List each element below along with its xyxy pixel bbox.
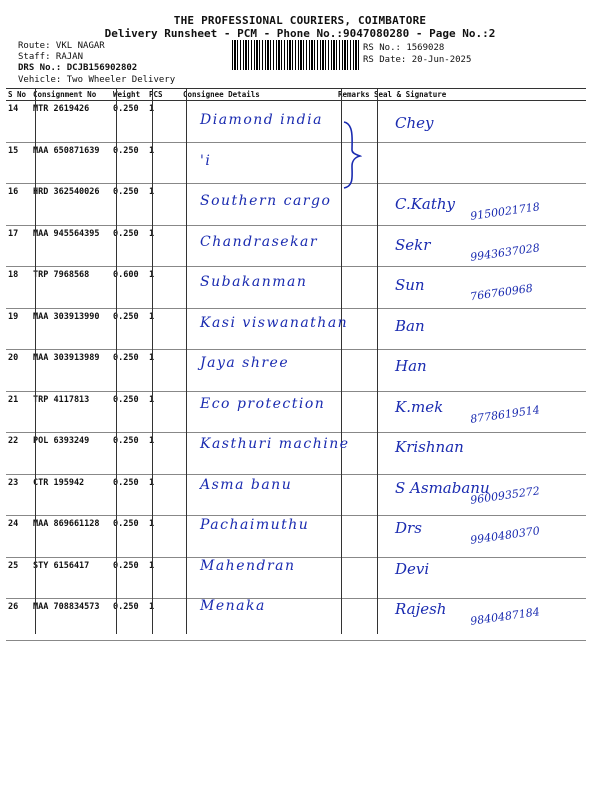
runsheet-table (6, 88, 586, 641)
consignment-cell: TRP 7968568 (31, 267, 111, 309)
signature-handwriting: Ban (395, 316, 425, 335)
table-row (6, 142, 586, 184)
pcs-cell: 1 (147, 101, 181, 143)
signature-phone: 9940480370 (469, 524, 541, 547)
rs-date: RS Date: 20-Jun-2025 (363, 55, 472, 65)
table-row (6, 350, 586, 392)
pcs-cell: 1 (147, 142, 181, 184)
signature-handwriting: C.Kathy (395, 195, 456, 213)
consignment-cell: MAA 869661128 (31, 516, 111, 558)
consignee-handwriting: Menaka (200, 598, 266, 614)
consignee-handwriting: 'i (200, 152, 212, 169)
col-weight: Weight (111, 89, 147, 101)
sno-cell: 23 (6, 474, 31, 516)
consignment-cell: MTR 2619426 (31, 101, 111, 143)
signature-phone: 766760968 (469, 281, 534, 304)
runsheet-subtitle: Delivery Runsheet - PCM - Phone No.:9047080280 - Page No.:2 (104, 27, 496, 40)
sno-cell: 26 (6, 599, 31, 641)
weight-cell: 0.250 (111, 557, 147, 599)
signature-handwriting: Rajesh (395, 600, 447, 618)
signature-phone: 8778619514 (469, 402, 541, 426)
signature-handwriting: Sekr (395, 235, 431, 254)
vehicle-label: Vehicle: Two Wheeler Delivery (18, 75, 176, 85)
consignee-handwriting: Eco protection (200, 395, 326, 412)
rs-number: RS No.: 1569028 (363, 43, 445, 53)
weight-cell: 0.600 (111, 267, 147, 309)
brace-mark (340, 120, 362, 190)
consignee-handwriting: Kasthuri machine (200, 436, 350, 452)
pcs-cell: 1 (147, 557, 181, 599)
consignment-cell: HRD 362540026 (31, 184, 111, 226)
signature-handwriting: S Asmabanu (395, 478, 490, 497)
consignee-handwriting: Subakanman (200, 274, 308, 290)
consignee-handwriting: Asma banu (200, 476, 293, 493)
signature-handwriting: Drs (395, 519, 422, 537)
consignment-cell: MAA 945564395 (31, 225, 111, 267)
table-header-row (6, 89, 586, 101)
signature-handwriting: Chey (395, 114, 434, 132)
sno-cell: 22 (6, 433, 31, 475)
consignee-handwriting: Pachaimuthu (200, 517, 310, 533)
signature-phone: 9943637028 (469, 240, 541, 264)
col-sno: S No (6, 89, 31, 101)
pcs-cell: 1 (147, 184, 181, 226)
col-consignment: Consignment No (31, 89, 111, 101)
weight-cell: 0.250 (111, 433, 147, 475)
sno-cell: 20 (6, 350, 31, 392)
route-label: Route: VKL NAGAR (18, 41, 105, 51)
pcs-cell: 1 (147, 433, 181, 475)
pcs-cell: 1 (147, 516, 181, 558)
signature-handwriting: Devi (395, 559, 430, 578)
weight-cell: 0.250 (111, 184, 147, 226)
barcode (232, 40, 360, 70)
col-pcs: PCS (147, 89, 181, 101)
weight-cell: 0.250 (111, 516, 147, 558)
sno-cell: 15 (6, 142, 31, 184)
signature-phone: 9600935272 (469, 483, 541, 507)
consignment-cell: MAA 650871639 (31, 142, 111, 184)
consignee-handwriting: Jaya shree (200, 355, 290, 371)
pcs-cell: 1 (147, 391, 181, 433)
sno-cell: 16 (6, 184, 31, 226)
table-row (6, 557, 586, 599)
signature-handwriting: Han (395, 357, 427, 375)
sno-cell: 14 (6, 101, 31, 143)
consignment-cell: CTR 195942 (31, 474, 111, 516)
signature-handwriting: Sun (395, 276, 425, 294)
consignment-cell: MAA 708834573 (31, 599, 111, 641)
col-signature: Seal & Signature (372, 89, 586, 101)
pcs-cell: 1 (147, 308, 181, 350)
consignment-cell: MAA 303913990 (31, 308, 111, 350)
consignee-handwriting: Chandrasekar (200, 233, 319, 250)
weight-cell: 0.250 (111, 225, 147, 267)
signature-phone: 9150021718 (469, 200, 541, 223)
company-title: THE PROFESSIONAL COURIERS, COIMBATORE (173, 14, 427, 27)
pcs-cell: 1 (147, 474, 181, 516)
weight-cell: 0.250 (111, 308, 147, 350)
drs-number: DRS No.: DCJB156902802 (18, 63, 138, 73)
sno-cell: 19 (6, 308, 31, 350)
weight-cell: 0.250 (111, 391, 147, 433)
weight-cell: 0.250 (111, 474, 147, 516)
signature-cell (372, 142, 586, 184)
pcs-cell: 1 (147, 267, 181, 309)
signature-handwriting: Krishnan (395, 438, 464, 456)
staff-label: Staff: RAJAN (18, 52, 84, 62)
col-consignee: Consignee Details (181, 89, 336, 101)
consignment-cell: POL 6393249 (31, 433, 111, 475)
consignee-handwriting: Southern cargo (200, 193, 332, 209)
sno-cell: 25 (6, 557, 31, 599)
consignment-cell: TRP 4117813 (31, 391, 111, 433)
sno-cell: 24 (6, 516, 31, 558)
sno-cell: 18 (6, 267, 31, 309)
pcs-cell: 1 (147, 225, 181, 267)
col-remarks: Remarks (336, 89, 372, 101)
consignee-handwriting: Diamond india (200, 112, 323, 128)
consignment-cell: STY 6156417 (31, 557, 111, 599)
consignee-handwriting: Mahendran (200, 557, 296, 574)
signature-handwriting: K.mek (395, 397, 444, 416)
sno-cell: 21 (6, 391, 31, 433)
pcs-cell: 1 (147, 350, 181, 392)
sno-cell: 17 (6, 225, 31, 267)
weight-cell: 0.250 (111, 350, 147, 392)
weight-cell: 0.250 (111, 599, 147, 641)
weight-cell: 0.250 (111, 142, 147, 184)
weight-cell: 0.250 (111, 101, 147, 143)
pcs-cell: 1 (147, 599, 181, 641)
consignment-cell: MAA 303913989 (31, 350, 111, 392)
consignee-handwriting: Kasi viswanathan (200, 314, 349, 331)
signature-phone: 9840487184 (469, 605, 541, 628)
